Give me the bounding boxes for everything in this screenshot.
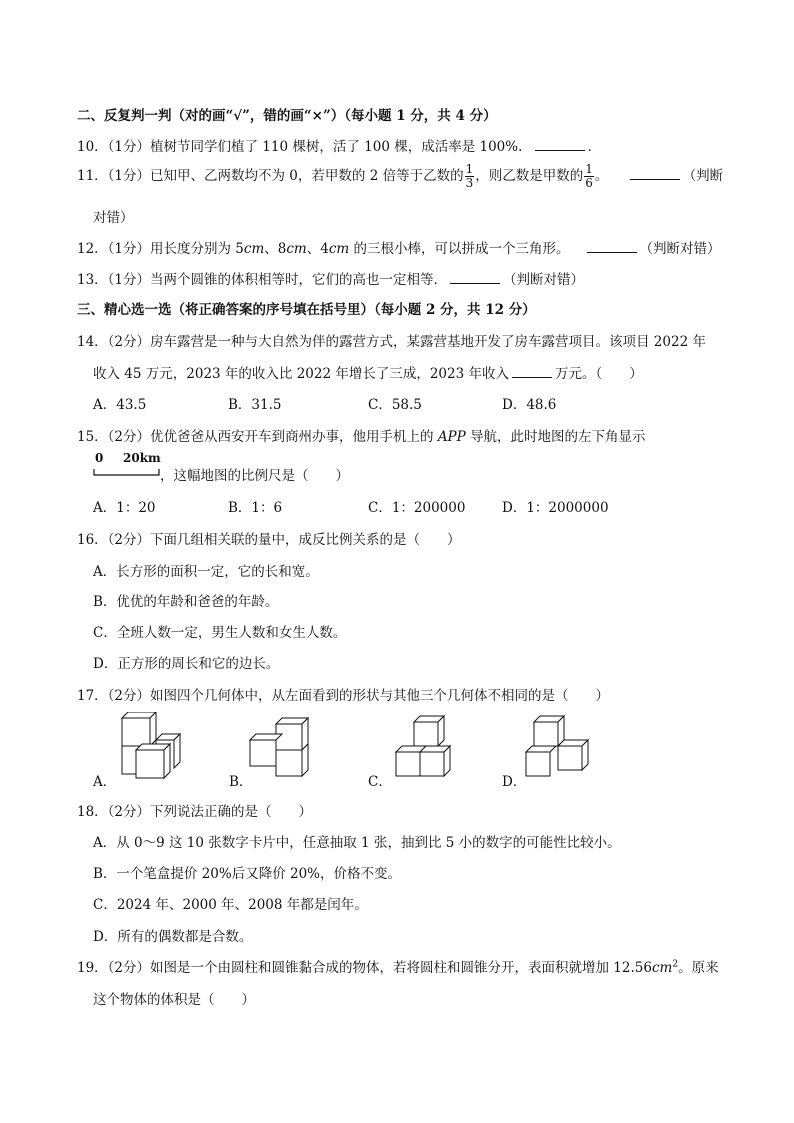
solid-figure-a: [110, 712, 190, 787]
scale-value-label: 20km: [123, 451, 161, 465]
answer-blank[interactable]: [587, 240, 637, 253]
option-b[interactable]: B．一个笔盒提价 20%后又降价 20%，价格不变。: [93, 866, 402, 882]
question-15-line2: ，这幅地图的比例尺是（ ）: [160, 468, 349, 484]
option-c[interactable]: C．1：200000: [368, 500, 466, 516]
figure-label-c: C．: [368, 774, 392, 790]
fraction-one-third: $\frac{1}{3}$: [465, 162, 474, 190]
question-12: 12．（1分）用长度分别为 5cm、8cm、4cm 的三根小棒，可以拼成一个三角形。 （判断对错）: [77, 241, 721, 257]
question-11: 11．（1分）已知甲、乙两数均不为 0，若甲数的 2 倍等于乙数的 $\frac{1}{3}$ ，则乙数是甲数的 $\frac{1}{6}$ 。 （判断: [77, 162, 724, 190]
answer-blank[interactable]: [450, 271, 500, 284]
option-d[interactable]: D．48.6: [502, 397, 557, 413]
question-13: 13．（1分）当两个圆锥的体积相等时，它们的高也一定相等． （判断对错）: [77, 272, 585, 288]
solid-figure-d: [520, 712, 600, 787]
option-c[interactable]: C．58.5: [368, 397, 422, 413]
solid-figure-c: [388, 712, 468, 787]
figure-label-d: D．: [502, 774, 527, 790]
option-a[interactable]: A．长方形的面积一定，它的长和宽。: [93, 564, 319, 580]
fraction-one-sixth: $\frac{1}{6}$: [585, 162, 593, 190]
question-19-line2: 这个物体的体积是（ ）: [93, 992, 255, 1008]
question-14: 14．（2分）房车露营是一种与大自然为伴的露营方式，某露营基地开发了房车露营项目。该项目 2022 年: [77, 334, 706, 350]
option-b[interactable]: B．1：6: [228, 500, 283, 516]
solid-figure-b: [248, 712, 328, 787]
answer-blank[interactable]: [535, 138, 585, 151]
answer-blank[interactable]: [512, 365, 552, 378]
option-d[interactable]: D．所有的偶数都是合数。: [93, 929, 253, 945]
scale-zero-label: 0: [95, 451, 104, 465]
question-10-text: 10．（1分）植树节同学们植了 110 棵树，活了 100 棵，成活率是 100%．: [77, 139, 532, 155]
option-b[interactable]: B．优优的年龄和爸爸的年龄。: [93, 594, 279, 610]
question-17: 17．（2分）如图四个几何体中，从左面看到的形状与其他三个几何体不相同的是（ ）: [77, 688, 610, 704]
option-d[interactable]: D．1：2000000: [502, 500, 609, 516]
question-19: 19．（2分）如图是一个由圆柱和圆锥黏合成的物体，若将圆柱和圆锥分开，表面积就增加 $12.56cm^2$。原来: [77, 959, 719, 976]
option-d[interactable]: D．正方形的周长和它的边长。: [93, 656, 280, 672]
answer-blank[interactable]: [630, 167, 680, 180]
scale-bar-icon: [93, 469, 163, 477]
figure-label-b: B．: [229, 774, 253, 790]
question-14-line2: 收入 45 万元，2023 年的收入比 2022 年增长了三成，2023 年收入 万元。（ ）: [93, 366, 643, 382]
question-11-continued: 对错）: [93, 210, 134, 226]
question-10: 10．（1分）植树节同学们植了 110 棵树，活了 100 棵，成活率是 100%． ．: [77, 139, 602, 155]
question-18: 18．（2分）下列说法正确的是（ ）: [77, 804, 313, 820]
figure-label-a: A．: [93, 774, 117, 790]
option-a[interactable]: A．1：20: [93, 500, 156, 516]
section-3-heading: 三、精心选一选（将正确答案的序号填在括号里）（每小题 2 分，共 12 分）: [77, 302, 536, 318]
option-b[interactable]: B．31.5: [228, 397, 282, 413]
question-15: 15．（2分）优优爸爸从西安开车到商州办事，他用手机上的 APP 导航，此时地图的左下角显示: [77, 429, 646, 445]
section-2-heading: 二、反复判一判（对的画“√”，错的画“×”）（每小题 1 分，共 4 分）: [77, 108, 497, 124]
option-a[interactable]: A．43.5: [93, 397, 147, 413]
option-c[interactable]: C．2024 年、2000 年、2008 年都是闰年。: [93, 897, 368, 913]
question-16: 16．（2分）下面几组相关联的量中，成反比例关系的是（ ）: [77, 532, 461, 548]
option-c[interactable]: C．全班人数一定，男生人数和女生人数。: [93, 625, 347, 641]
option-a[interactable]: A．从 0～9 这 10 张数字卡片中，任意抽取 1 张，抽到比 5 小的数字的可能性比较小。: [93, 835, 621, 851]
